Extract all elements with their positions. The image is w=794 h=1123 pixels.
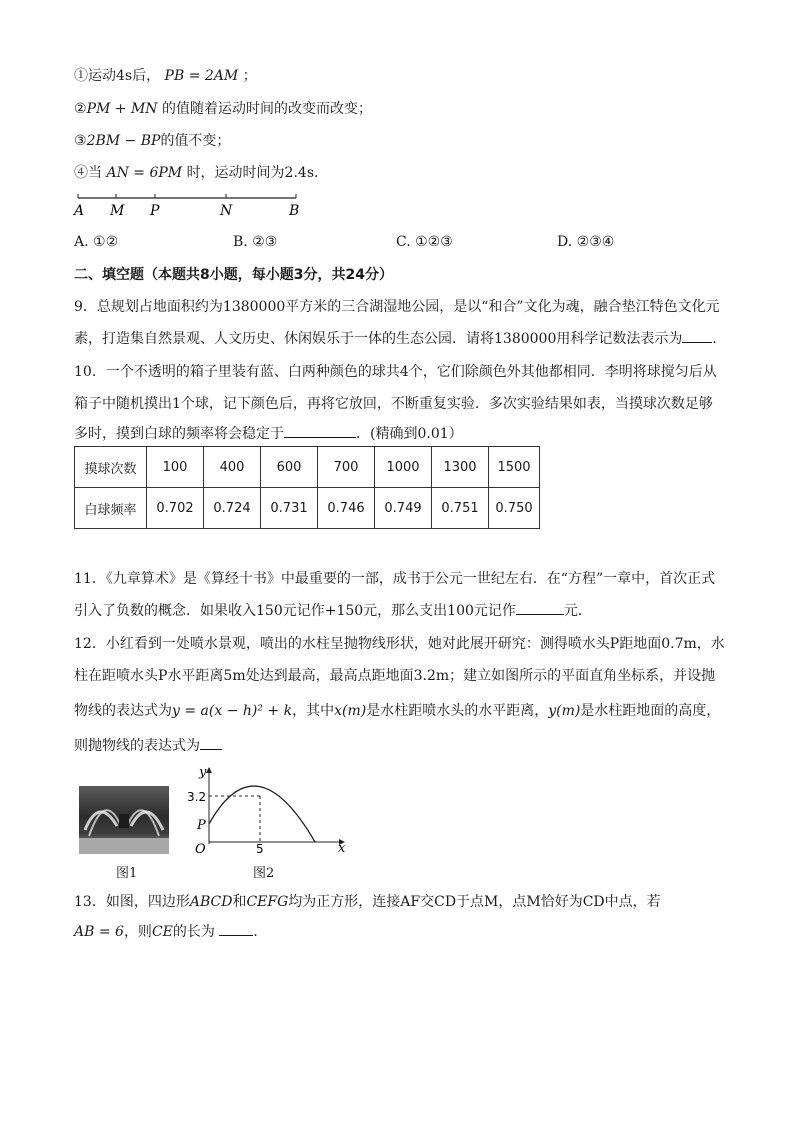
parabola-formula: y = a(x − h)² + k [172, 703, 293, 719]
table-cell: 0.731 [261, 488, 318, 529]
label-m: M [110, 203, 125, 219]
fountain-photo [79, 786, 169, 854]
q13-line-1: 13．如图，四边形ABCD和CEFG均为正方形，连接AF交CD于点M，点M恰好为CD中点，若 [74, 894, 661, 910]
table-header-cell: 摸球次数 [75, 447, 147, 488]
label-n: N [220, 203, 233, 219]
table-cell: 0.751 [432, 488, 489, 529]
statement-text: 当 [88, 165, 102, 181]
fountain-water-drawing [79, 786, 169, 854]
q9-line-1: 9．总规划占地面积约为1380000平方米的三合湖湿地公园，是以“和合”文化为魂，融合垫江特色文化元 [74, 299, 720, 315]
y-axis-arrow [206, 767, 212, 773]
q10-line-3: 多时，摸到白球的频率将会稳定于 ．(精确到0.01） [74, 426, 463, 442]
q11-line-2: 引入了负数的概念．如果收入150元记作+150元，那么支出100元记作 元． [74, 603, 592, 619]
q9-text: 素，打造集自然景观、人文历史、休闲娱乐于一体的生态公园．请将1380000用科学记数法表示为 [74, 331, 683, 347]
table-row [75, 488, 540, 529]
statement-3 [74, 131, 230, 151]
q10-line-2: 箱子中随机摸出1个球，记下颜色后，再将它放回，不断重复实验．多次实验结果如表，当摸球次数足够 [74, 396, 713, 412]
q12-line-2: 柱在距喷水头P水平距离5m处达到最高，最高点距地面3.2m；建立如图所示的平面直角坐标系，并设抛 [74, 668, 716, 684]
statement-math: PM + MN [86, 101, 158, 117]
y-axis-label: y [199, 765, 207, 780]
option-b: B. ②③ [233, 234, 278, 250]
table-cell: 0.750 [489, 488, 540, 529]
table-cell: 0.724 [204, 488, 261, 529]
q12-line-3: 物线的表达式为y = a(x − h)² + k，其中x(m)是水柱距喷水头的水平距离，y(m)是水柱距地面的高度， [74, 703, 721, 719]
statement-text: 的值随着运动时间的改变而改变； [162, 101, 372, 117]
number-line-figure [70, 190, 310, 224]
q9-line-2: 素，打造集自然景观、人文历史、休闲娱乐于一体的生态公园．请将1380000用科学记数法表示为 ． [74, 331, 727, 347]
q12-answer-blank[interactable] [200, 749, 222, 750]
peak-y-label: 3.2 [187, 790, 207, 804]
q10-answer-blank[interactable] [284, 437, 356, 438]
label-b: B [289, 203, 300, 219]
statement-text: ； [242, 68, 257, 84]
statement-number: ① [74, 68, 88, 84]
label-a: A [74, 203, 85, 219]
statement-math: AN = 6PM [106, 165, 183, 181]
q12-line-1: 12．小红看到一处喷水景观，喷出的水柱呈抛物线形状，她对此展开研究：测得喷水头P距地面0.7m，水 [74, 636, 725, 652]
q10-line-1: 10．一个不透明的箱子里装有蓝、白两种颜色的球共4个，它们除颜色外其他都相同．李明将球搅匀后从 [74, 364, 717, 380]
table-cell: 600 [261, 447, 318, 488]
q13-answer-blank[interactable] [219, 935, 253, 936]
q11-line-1: 11．《九章算术》是《算经十书》中最重要的一部，成书于公元一世纪左右．在“方程”一章中，首次正式 [74, 571, 716, 587]
q13-line-2: AB = 6，则CE的长为 ． [74, 924, 268, 940]
table-cell: 0.702 [147, 488, 204, 529]
figure-2-caption: 图2 [253, 866, 275, 881]
section-heading: 二、填空题（本题共8小题，每小题3分，共24分） [74, 267, 393, 283]
statement-number: ③ [74, 133, 87, 149]
table-cell: 400 [204, 447, 261, 488]
parabola-graph [185, 762, 355, 854]
statement-4 [74, 163, 328, 183]
table-cell: 0.746 [318, 488, 375, 529]
statement-text: 运动4s后， [88, 68, 161, 84]
table-cell: 100 [147, 447, 204, 488]
statement-1 [74, 66, 257, 86]
statement-number: ② [74, 101, 87, 117]
table-cell: 1500 [489, 447, 540, 488]
figure-1-caption: 图1 [116, 866, 138, 881]
option-a: A. ①② [74, 234, 119, 250]
table-cell: 1300 [432, 447, 489, 488]
statement-math: PB = 2AM [164, 68, 239, 84]
table-cell: 700 [318, 447, 375, 488]
statement-number: ④ [74, 165, 88, 181]
option-c: C. ①②③ [396, 234, 453, 250]
table-row [75, 447, 540, 488]
table-cell: 1000 [375, 447, 432, 488]
table-header-cell: 白球频率 [75, 488, 147, 529]
statement-2 [74, 99, 372, 119]
frequency-table [74, 446, 540, 529]
peak-x-label: 5 [256, 842, 264, 854]
option-d: D. ②③④ [557, 234, 615, 250]
label-p: P [150, 203, 160, 219]
x-axis-label: x [338, 841, 346, 854]
q9-answer-blank[interactable] [682, 342, 712, 343]
table-cell: 0.749 [375, 488, 432, 529]
statement-text: 时，运动时间为2.4s． [186, 165, 329, 181]
point-p-label: P [197, 818, 206, 833]
q12-line-4: 则抛物线的表达式为 [74, 736, 222, 756]
statement-text: 的值不变； [160, 133, 231, 149]
parabola-curve [209, 786, 315, 842]
q11-answer-blank[interactable] [516, 614, 564, 615]
origin-label: O [195, 842, 206, 854]
statement-math: 2BM − BP [86, 133, 161, 149]
